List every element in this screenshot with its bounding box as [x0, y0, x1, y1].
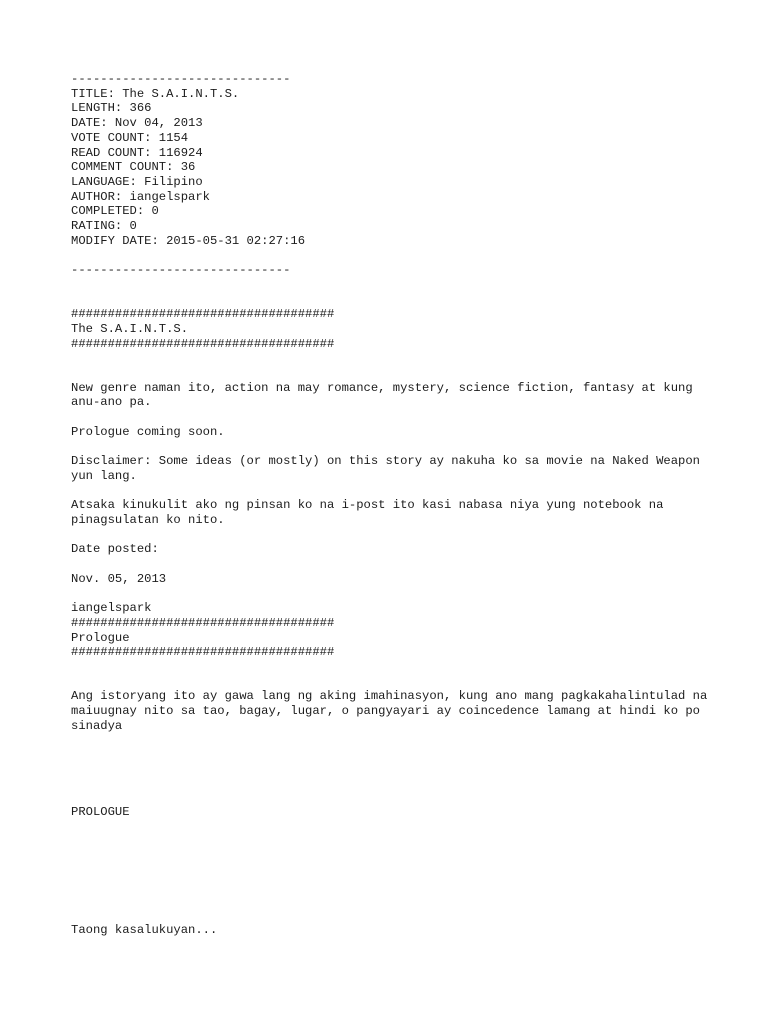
paragraph: Prologue coming soon.: [71, 424, 225, 439]
meta-author: AUTHOR: iangelspark: [71, 189, 210, 204]
meta-title: TITLE: The S.A.I.N.T.S.: [71, 86, 240, 101]
paragraph: Ang istoryang ito ay gawa lang ng aking imahinasyon, kung ano mang pagkakahalintulad na maiuugnay nito sa tao, bagay, lugar, o pangyayari ay coincedence lamang at hindi ko po sinadya: [71, 689, 715, 733]
meta-read-count: READ COUNT: 116924: [71, 145, 203, 160]
author-signature: iangelspark: [71, 601, 152, 616]
meta-date: DATE: Nov 04, 2013: [71, 116, 203, 131]
meta-modify-date: MODIFY DATE: 2015-05-31 02:27:16: [71, 233, 306, 248]
hash-divider: ####################################: [71, 645, 335, 660]
meta-completed: COMPLETED: 0: [71, 204, 159, 219]
meta-comment-count: COMMENT COUNT: 36: [71, 160, 196, 175]
meta-length: LENGTH: 366: [71, 101, 152, 116]
chapter-heading: Prologue: [71, 630, 130, 645]
paragraph: Nov. 05, 2013: [71, 571, 167, 586]
separator-line: ------------------------------: [71, 263, 291, 278]
meta-language: LANGUAGE: Filipino: [71, 174, 203, 189]
paragraph: Taong kasalukuyan...: [71, 923, 218, 938]
separator-line: ------------------------------: [71, 72, 291, 86]
meta-rating: RATING: 0: [71, 219, 137, 234]
paragraph: Date posted:: [71, 542, 159, 557]
meta-vote-count: VOTE COUNT: 1154: [71, 130, 189, 145]
chapter-heading: The S.A.I.N.T.S.: [71, 321, 189, 336]
hash-divider: ####################################: [71, 307, 335, 322]
hash-divider: ####################################: [71, 336, 335, 351]
hash-divider: ####################################: [71, 615, 335, 630]
section-heading: PROLOGUE: [71, 805, 130, 820]
paragraph: Atsaka kinukulit ako ng pinsan ko na i-post ito kasi nabasa niya yung notebook na pinagsulatan ko nito.: [71, 498, 671, 527]
paragraph: Disclaimer: Some ideas (or mostly) on this story ay nakuha ko sa movie na Naked Weapon yun lang.: [71, 454, 708, 483]
paragraph: New genre naman ito, action na may romance, mystery, science fiction, fantasy at kung anu-ano pa.: [71, 380, 700, 410]
document-page: [71, 72, 715, 938]
